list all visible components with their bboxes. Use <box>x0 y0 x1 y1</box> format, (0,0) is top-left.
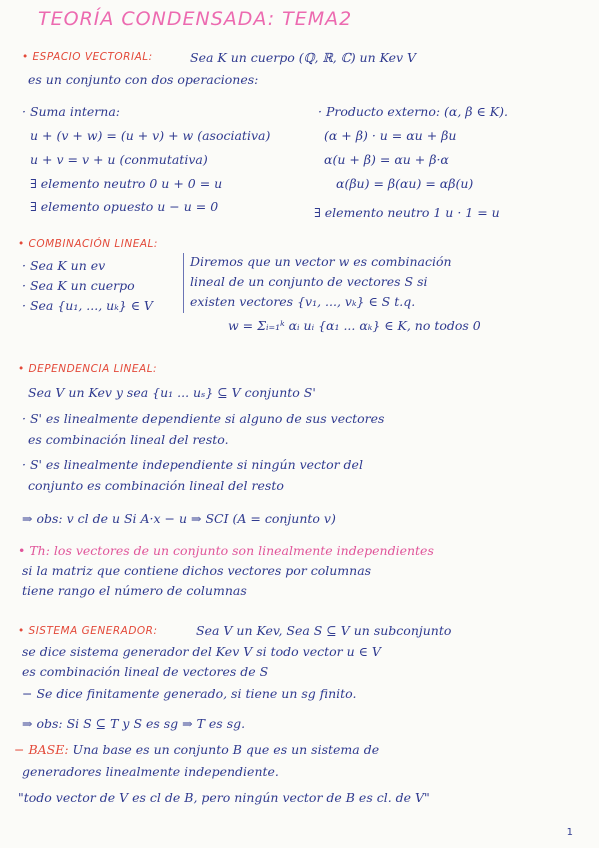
base-line-2: generadores linealmente independiente. <box>22 764 279 779</box>
suma-line-4: ∃ elemento opuesto u − u = 0 <box>30 199 219 214</box>
suma-line-2: u + v = v + u (conmutativa) <box>30 152 208 167</box>
combinacion-def-1: Diremos que un vector w es combinación <box>190 254 452 269</box>
generador-line-2: se dice sistema generador del Kev V si todo vector u ∈ V <box>22 644 381 659</box>
generador-line-1: Sea V un Kev, Sea S ⊆ V un subconjunto <box>196 623 452 638</box>
page-number: 1 <box>566 827 573 838</box>
combinacion-def-3: existen vectores {v₁, ..., vₖ} ∈ S t.q. <box>190 294 416 309</box>
producto-line-2: α(u + β) = αu + β·α <box>324 152 449 167</box>
producto-externo-label: · Producto externo: (α, β ∈ K). <box>318 104 508 119</box>
producto-line-3: α(βu) = β(αu) = αβ(u) <box>336 176 474 191</box>
section-heading-generador <box>18 625 158 637</box>
base-text: Una base es un conjunto B que es un sistema de <box>68 742 380 757</box>
generador-obs: ⇒ obs: Si S ⊆ T y S es sg ⇒ T es sg. <box>22 716 246 731</box>
combinacion-bullet-3: · Sea {u₁, ..., uₖ} ∈ V <box>22 298 153 313</box>
dependencia-th-3: tiene rango el número de columnas <box>22 583 247 598</box>
dependencia-obs: ⇒ obs: v cl de u Si A·x − u ⇒ SCI (A = conjunto v) <box>22 511 336 526</box>
section-heading-espacio <box>22 51 153 63</box>
dependencia-th-1: • Th: los vectores de un conjunto son linealmente independientes <box>18 543 434 558</box>
suma-interna-label: · Suma interna: <box>22 104 120 119</box>
dependencia-line-4: · S' es linealmente independiente si ningún vector del <box>22 457 363 472</box>
producto-line-4: ∃ elemento neutro 1 u · 1 = u <box>314 205 500 220</box>
dependencia-line-1: Sea V un Kev y sea {u₁ ... uₛ} ⊆ V conjunto S' <box>28 385 316 400</box>
generador-line-3: es combinación lineal de vectores de S <box>22 664 269 679</box>
dependencia-line-3: es combinación lineal del resto. <box>28 432 229 447</box>
espacio-intro-2: es un conjunto con dos operaciones: <box>28 72 259 87</box>
combinacion-def-2: lineal de un conjunto de vectores S si <box>190 274 428 289</box>
combinacion-formula: w = Σᵢ₌₁ᵏ αᵢ uᵢ {α₁ ... αₖ} ∈ K, no todos 0 <box>228 318 481 333</box>
dependencia-th-2: si la matriz que contiene dichos vectores por columnas <box>22 563 372 578</box>
combinacion-bullet-2: · Sea K un cuerpo <box>22 278 135 293</box>
combinacion-bullet-1: · Sea K un ev <box>22 258 106 273</box>
dependencia-line-5: conjunto es combinación lineal del resto <box>28 478 284 493</box>
divider-line <box>183 253 184 313</box>
generador-line-4: − Se dice finitamente generado, si tiene un sg finito. <box>22 686 357 701</box>
suma-line-3: ∃ elemento neutro 0 u + 0 = u <box>30 176 223 191</box>
heading-label: • DEPENDENCIA LINEAL: <box>18 363 158 375</box>
base-line-3: "todo vector de V es cl de B, pero ningún vector de B es cl. de V" <box>18 790 430 805</box>
section-heading-combinacion <box>18 238 158 250</box>
producto-line-1: (α + β) · u = αu + βu <box>324 128 457 143</box>
heading-label: • ESPACIO VECTORIAL: <box>22 51 153 63</box>
base-line-1 <box>14 742 379 757</box>
base-label: − BASE: <box>14 742 69 757</box>
dependencia-line-2: · S' es linealmente dependiente si alguno de sus vectores <box>22 411 385 426</box>
heading-label: • SISTEMA GENERADOR: <box>18 625 158 637</box>
suma-line-1: u + (v + w) = (u + v) + w (asociativa) <box>30 128 271 143</box>
section-heading-dependencia <box>18 363 157 375</box>
espacio-intro-1: Sea K un cuerpo (ℚ, ℝ, ℂ) un Kev V <box>190 50 417 65</box>
heading-label: • COMBINACIÓN LINEAL: <box>18 238 158 250</box>
page-title: TEORÍA CONDENSADA: TEMA2 <box>38 8 353 30</box>
